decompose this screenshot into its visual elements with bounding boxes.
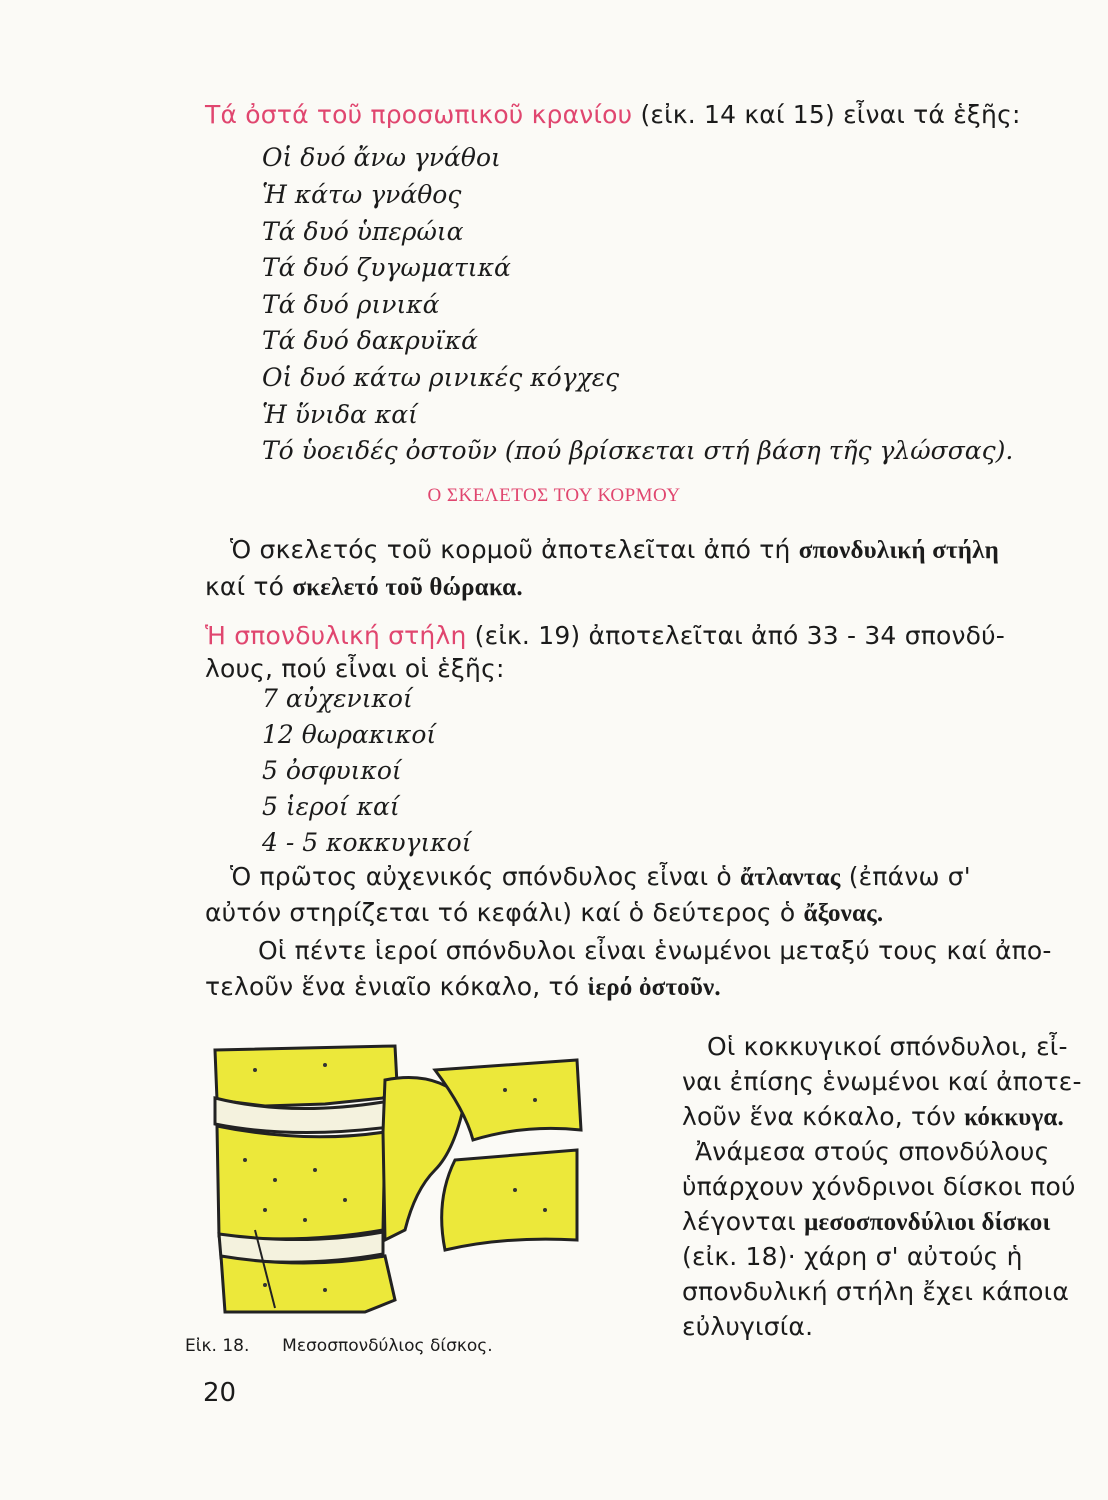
term-coccyx: κόκκυγα. <box>964 1104 1064 1131</box>
list-item: 7 αὐχενικοί <box>262 684 413 713</box>
list-item: Τό ὑοειδές ὀστοῦν (πού βρίσκεται στή βάση τῆς γλώσσας). <box>262 436 1014 465</box>
caption-text: Μεσοσπονδύλιος δίσκος. <box>282 1336 493 1356</box>
coccyx-line-1: Οἱ κοκκυγικοί σπόνδυλοι, εἶ- <box>707 1032 1068 1061</box>
list-item: Τά δυό ὑπερώια <box>262 217 464 246</box>
upper-vertebra <box>215 1046 397 1106</box>
lower-vertebra <box>221 1256 395 1312</box>
term-thorax: σκελετό τοῦ θώρακα. <box>292 574 523 601</box>
sacrum-line-1: Οἱ πέντε ἱεροί σπόνδυλοι εἶναι ἑνωμένοι μεταξύ τους καί ἀπο- <box>258 936 1052 965</box>
spine-line-2: λους, πού εἶναι οἱ ἑξῆς: <box>205 654 505 683</box>
list-item: Οἱ δυό κάτω ρινικές κόγχες <box>262 363 620 392</box>
section-heading: Ο ΣΚΕΛΕΤΟΣ ΤΟΥ ΚΟΡΜΟΥ <box>427 485 681 506</box>
spinous-process-lower <box>442 1150 577 1250</box>
term-axis: ἄξονας. <box>803 900 884 927</box>
sacrum-text: τελοῦν ἕνα ἑνιαῖο κόκαλο, τό <box>205 972 580 1001</box>
coccyx-line-3 <box>682 1102 1064 1132</box>
atlas-line-1 <box>230 862 971 892</box>
coccyx-text: λοῦν ἕνα κόκαλο, τόν <box>682 1102 956 1131</box>
figure-caption <box>185 1336 493 1356</box>
sacrum-line-2 <box>205 972 721 1002</box>
discs-line-6: εὐλυγισία. <box>682 1312 814 1341</box>
list-item: Τά δυό ρινικά <box>262 290 440 319</box>
spine-title: Ἡ σπονδυλική στήλη <box>205 621 467 650</box>
intro-rest: (εἰκ. 14 καί 15) εἶναι τά ἑξῆς: <box>640 100 1021 129</box>
term-atlas: ἄτλαντας <box>740 864 841 891</box>
atlas-text: (ἐπάνω σ' <box>848 862 971 891</box>
coccyx-line-2: ναι ἐπίσης ἑνωμένοι καί ἀποτε- <box>682 1067 1082 1096</box>
list-item: 5 ἱεροί καί <box>262 792 400 821</box>
atlas-text: αὐτόν στηρίζεται τό κεφάλι) καί ὁ δεύτερος ὁ <box>205 898 796 927</box>
caption-label: Εἰκ. 18. <box>185 1336 250 1356</box>
term-discs: μεσοσπονδύλιοι δίσκοι <box>804 1209 1051 1236</box>
list-item: 12 θωρακικοί <box>262 720 437 749</box>
discs-line-2: ὑπάρχουν χόνδρινοι δίσκοι πού <box>682 1172 1076 1201</box>
intro-line <box>205 100 1021 129</box>
list-item: Τά δυό ζυγωματικά <box>262 253 511 282</box>
discs-line-3 <box>682 1207 1050 1237</box>
term-sacrum: ἱερό ὀστοῦν. <box>587 974 721 1001</box>
spine-line-1 <box>205 621 1005 650</box>
trunk-line-2 <box>205 572 523 602</box>
list-item: Τά δυό δακρυϊκά <box>262 326 479 355</box>
trunk-text: Ὁ σκελετός τοῦ κορμοῦ ἀποτελεῖται ἀπό τή <box>230 535 791 564</box>
page-number: 20 <box>203 1378 237 1408</box>
trunk-text: καί τό <box>205 572 285 601</box>
list-item: Ἡ κάτω γνάθος <box>262 180 462 209</box>
trunk-line-1 <box>230 535 999 565</box>
middle-vertebra <box>217 1126 385 1239</box>
discs-line-4: (εἰκ. 18)· χάρη σ' αὐτούς ἡ <box>682 1242 1023 1271</box>
list-item: 4 - 5 κοκκυγικοί <box>262 828 472 857</box>
intro-title: Τά ὀστά τοῦ προσωπικοῦ κρανίου <box>205 100 633 129</box>
list-item: 5 ὀσφυικοί <box>262 756 402 785</box>
term-spine: σπονδυλική στήλη <box>798 537 999 564</box>
atlas-line-2 <box>205 898 883 928</box>
discs-line-5: σπονδυλική στήλη ἔχει κάποια <box>682 1277 1069 1306</box>
discs-text: λέγονται <box>682 1207 796 1236</box>
vertebra-disc-figure <box>205 1040 585 1320</box>
atlas-text: Ὁ πρῶτος αὐχενικός σπόνδυλος εἶναι ὁ <box>230 862 732 891</box>
list-item: Οἱ δυό ἄνω γνάθοι <box>262 143 501 172</box>
discs-line-1: Ἀνάμεσα στούς σπονδύλους <box>695 1137 1050 1166</box>
list-item: Ἡ ὕνιδα καί <box>262 400 418 429</box>
spine-text: (εἰκ. 19) ἀποτελεῖται ἀπό 33 - 34 σπονδύ- <box>474 621 1006 650</box>
